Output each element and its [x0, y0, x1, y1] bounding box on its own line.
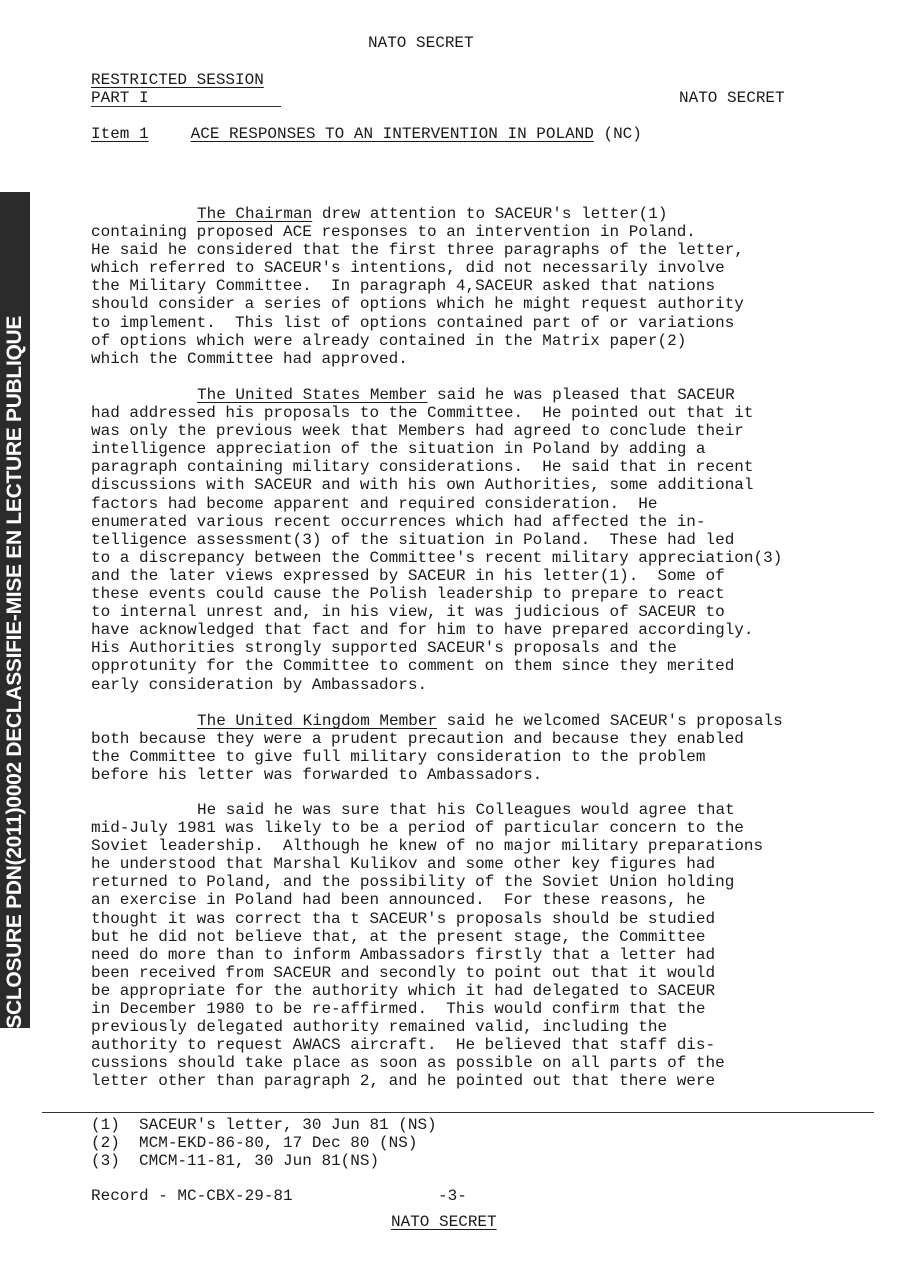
declassification-stamp-text: DECLASSIFIED-PUBLIC DISCLOSURE PDN(2011)0002 DECLASSIFIE-MISE EN LECTURE PUBLIQUE	[3, 315, 26, 1288]
item-title: ACE RESPONSES TO AN INTERVENTION IN POLAND	[190, 125, 594, 143]
session-label: RESTRICTED SESSION	[91, 71, 264, 89]
declassification-stamp	[0, 192, 30, 1288]
paragraph-us-member: The United States Member said he was pleased that SACEUR had addressed his proposals to the Committee. He pointed out that it was only the previous week that Members had agreed to conclude their intelligence appreciation of the situation in Poland by adding a paragraph containing military considerations. He said that in recent discussions with SACEUR and with his own Authorities, some additional factors had become apparent and required consideration. He enumerated various recent occurrences which had affected the in- telligence assessment(3) of the situation in Poland. These had led to a discrepancy between the Committee's recent military appreciation(3) and the later views expressed by SACEUR in his letter(1). Some of these events could cause the Polish leadership to prepare to react to internal unrest and, in his view, it was judicious of SACEUR to have acknowledged that fact and for him to have prepared accordingly. His Authorities strongly supported SACEUR's proposals and the opprotunity for the Committee to comment on them since they merited early consideration by Ambassadors.	[91, 386, 783, 694]
paragraph-uk-member: The United Kingdom Member said he welcomed SACEUR's proposals both because they were a prudent precaution and because they enabled the Committee to give full military consideration to the problem before his letter was forwarded to Ambassadors.	[91, 712, 783, 785]
speaker-name: The United Kingdom Member	[197, 712, 438, 730]
part-label: PART I	[91, 89, 149, 107]
classification-right: NATO SECRET	[679, 89, 785, 107]
speaker-name: The Chairman	[197, 205, 313, 223]
part-underline	[91, 106, 281, 107]
footnote-1: (1) SACEUR's letter, 30 Jun 81 (NS)	[91, 1116, 437, 1134]
item-suffix: (NC)	[593, 125, 642, 143]
paragraph-chairman: The Chairman drew attention to SACEUR's letter(1) containing proposed ACE responses to an intervention in Poland. He said he considered that the first three paragraphs of the letter, which referred to SACEUR's intentions, did not necessarily involve the Military Committee. In paragraph 4,SACEUR asked that nations should consider a series of options which he might request authority to implement. This list of options contained part of or variations of options which were already contained in the Matrix paper(2) which the Committee had approved.	[91, 205, 744, 368]
record-reference: Record - MC-CBX-29-81	[91, 1187, 293, 1205]
paragraph-uk-continued: He said he was sure that his Colleagues would agree that mid-July 1981 was likely to be a period of particular concern to the Soviet leadership. Although he knew of no major military preparations he understood that Marshal Kulikov and some other key figures had returned to Poland, and the possibility of the Soviet Union holding an exercise in Poland had been announced. For these reasons, he thought it was correct tha t SACEUR's proposals should be studied but he did not believe that, at the present stage, the Committee need do more than to inform Ambassadors firstly that a letter had been received from SACEUR and secondly to point out that it would be appropriate for the authority which it had delegated to SACEUR in December 1980 to be re-affirmed. This would confirm that the previously delegated authority remained valid, including the authority to request AWACS aircraft. He believed that staff dis- cussions should take place as soon as possible on all parts of the letter other than paragraph 2, and he pointed out that there were	[91, 801, 764, 1091]
speaker-name: The United States Member	[197, 386, 428, 404]
footnotes	[91, 1116, 437, 1170]
footnote-3: (3) CMCM-11-81, 30 Jun 81(NS)	[91, 1152, 380, 1171]
classification-top: NATO SECRET	[368, 34, 474, 52]
item-heading	[91, 125, 642, 143]
footnote-2: (2) MCM-EKD-86-80, 17 Dec 80 (NS)	[91, 1134, 418, 1153]
item-label: Item 1	[91, 125, 149, 143]
page-number: -3-	[438, 1187, 467, 1205]
footnote-divider	[42, 1112, 874, 1113]
classification-bottom: NATO SECRET	[391, 1213, 497, 1231]
